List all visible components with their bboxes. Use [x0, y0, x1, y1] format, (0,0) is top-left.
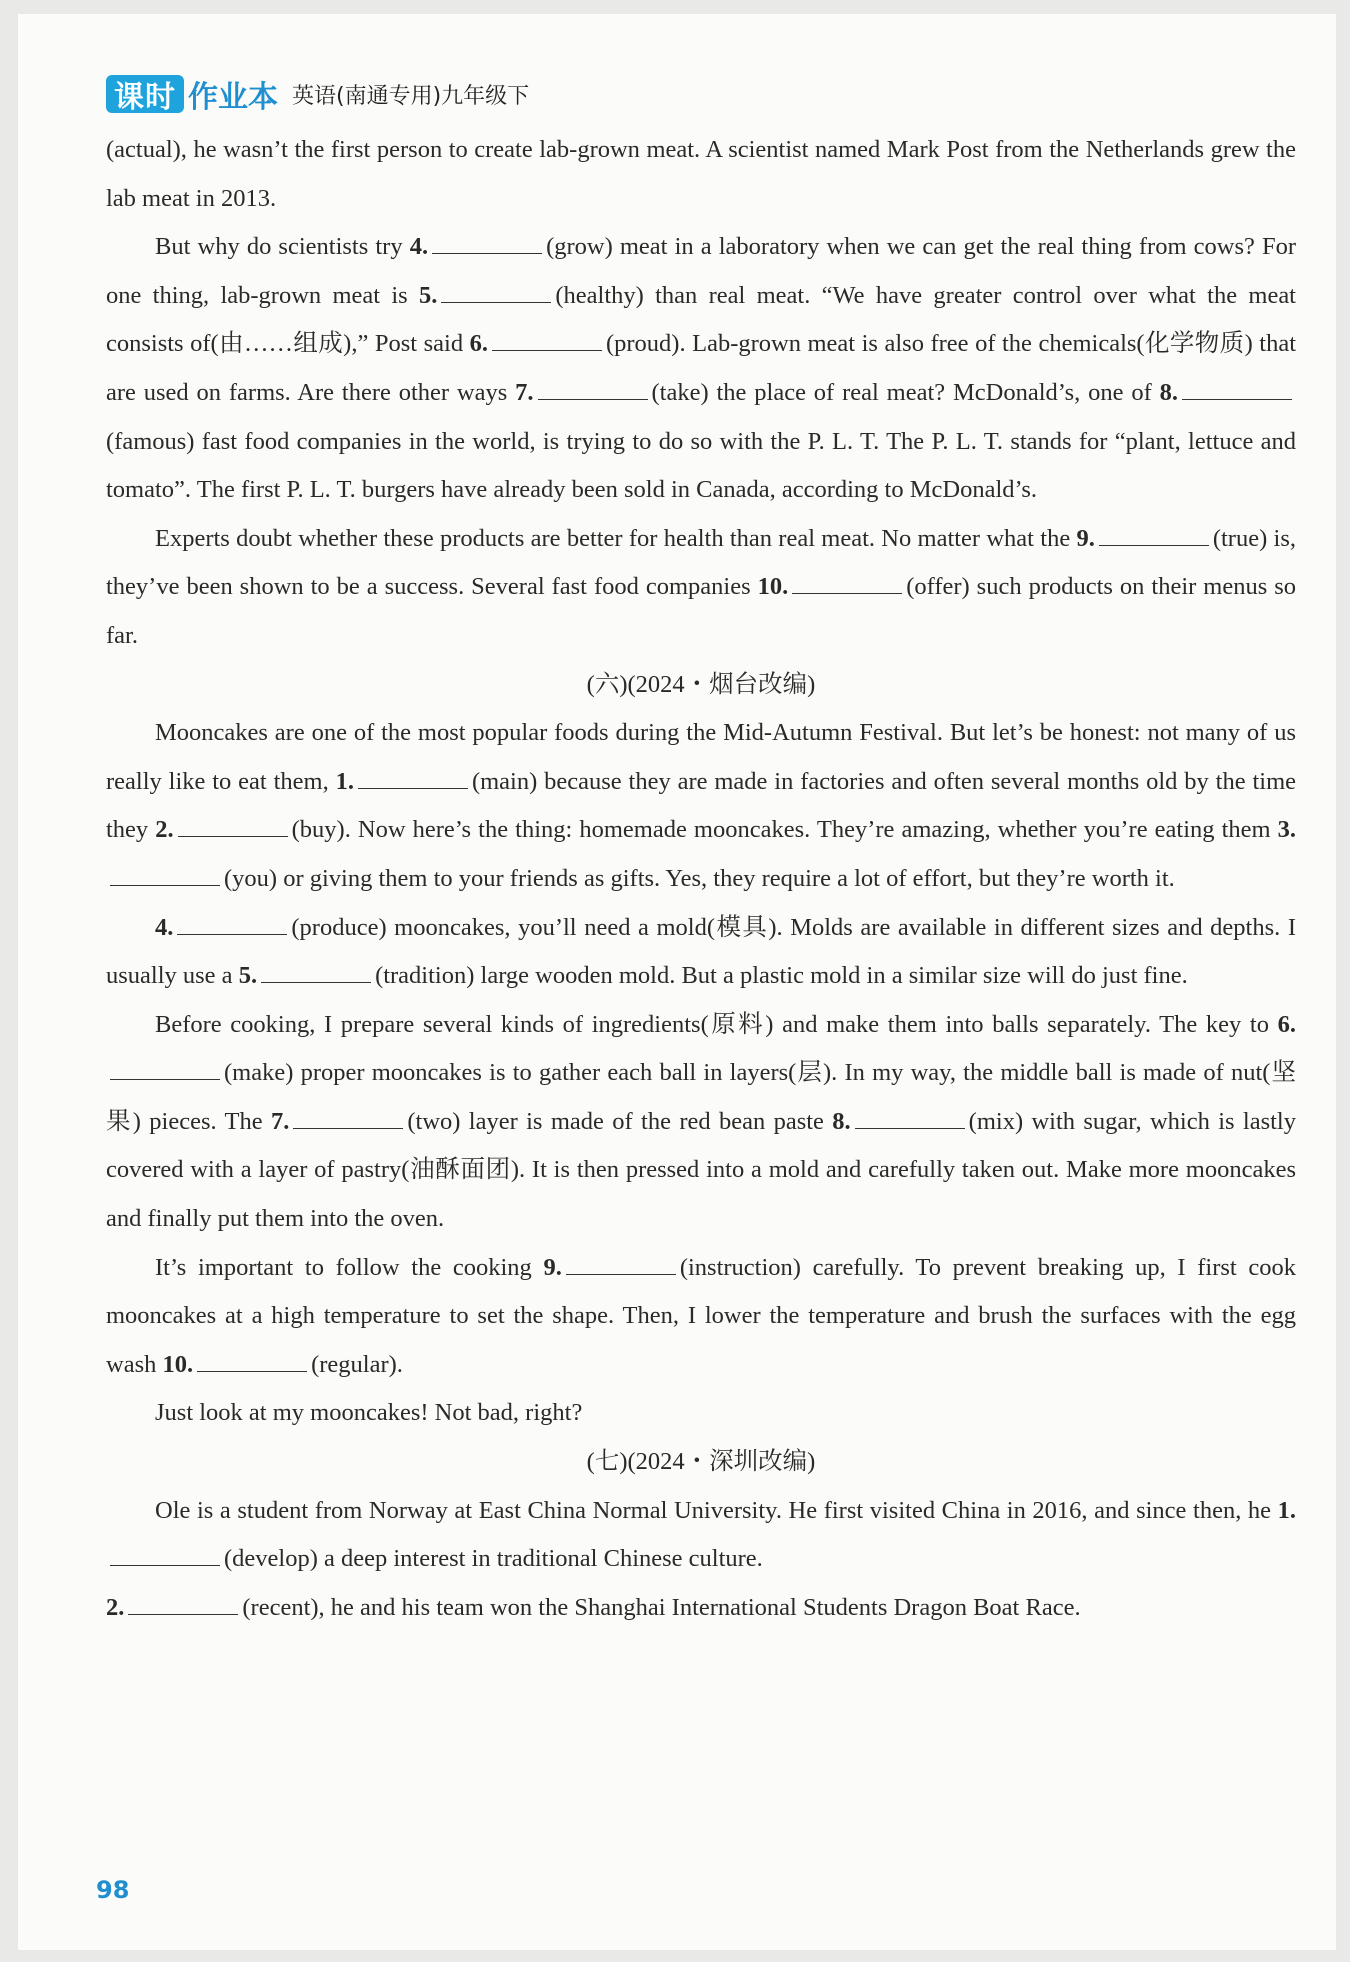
answer-blank[interactable]	[110, 865, 220, 886]
paragraph	[106, 1584, 1296, 1633]
question-number: 4.	[409, 233, 429, 261]
answer-blank[interactable]	[492, 330, 602, 351]
question-number: 8.	[832, 1107, 851, 1135]
text-run: (true) is, they’ve been shown to be a success. Several fast food companies	[106, 524, 1296, 601]
answer-blank[interactable]	[128, 1594, 238, 1615]
answer-blank[interactable]	[358, 768, 468, 789]
text-run: (mix) with sugar, which is lastly covered with a layer of pastry(油酥面团). It is then pressed into a mold and carefully taken out. Make more mooncakes and finally put them into the oven.	[106, 1107, 1296, 1233]
text-run: (instruction) carefully. To prevent breaking up, I first cook mooncakes at a high temperature to set the shape. Then, I lower the temperature and brush the surfaces with the egg wash	[106, 1253, 1296, 1378]
paragraph	[106, 1001, 1296, 1244]
text-run: (famous) fast food companies in the world, is trying to do so with the P. L. T. The P. L. T. stands for “plant, lettuce and tomato”. The first P. L. T. burgers have already been sold in Canada, according to McDonald’s.	[106, 427, 1296, 504]
paragraph	[106, 126, 1296, 223]
text-run: (take) the place of real meat? McDonald’s, one of	[651, 378, 1160, 406]
answer-blank[interactable]	[1099, 525, 1209, 546]
text-run: Before cooking, I prepare several kinds of ingredients(原料) and make them into balls separately. The key to	[155, 1010, 1278, 1038]
paragraph	[106, 515, 1296, 661]
paragraph	[106, 1244, 1296, 1390]
text-run: But why do scientists try	[155, 233, 410, 261]
text-run: (recent), he and his team won the Shanghai International Students Dragon Boat Race.	[242, 1593, 1081, 1621]
answer-blank[interactable]	[566, 1254, 676, 1275]
question-number: 8.	[1159, 378, 1178, 406]
page-header	[106, 70, 529, 118]
answer-blank[interactable]	[293, 1108, 403, 1129]
question-number: 7.	[515, 378, 534, 406]
question-number: 5.	[238, 962, 258, 990]
text-run: (healthy) than real meat. “We have greater control over what the meat consists of(由……组成),” Post said	[106, 281, 1296, 358]
answer-blank[interactable]	[178, 816, 288, 837]
page-number: 98	[96, 1876, 130, 1904]
question-number: 9.	[1076, 524, 1095, 552]
question-number: 2.	[155, 816, 174, 844]
question-number: 1.	[335, 767, 354, 795]
question-number: 9.	[543, 1253, 562, 1281]
answer-blank[interactable]	[261, 962, 371, 983]
answer-blank[interactable]	[792, 573, 902, 594]
book-subject: 英语(南通专用)九年级下	[292, 83, 530, 109]
text-run: (make) proper mooncakes is to gather each ball in layers(层). In my way, the middle ball is made of nut(坚果) pieces. The	[106, 1059, 1296, 1135]
text-run: Mooncakes are one of the most popular foods during the Mid-Autumn Festival. But let’s be honest: not many of us really like to eat them,	[106, 719, 1296, 795]
answer-blank[interactable]	[110, 1059, 220, 1080]
text-run: (七)(2024・深圳改编)	[586, 1448, 816, 1476]
text-run: (proud). Lab-grown meat is also free of the chemicals(化学物质) that are used on farms. Are there other ways	[106, 330, 1296, 406]
page	[18, 14, 1336, 1950]
brand-logo: 课时	[106, 75, 184, 113]
paragraph	[106, 223, 1296, 515]
answer-blank[interactable]	[855, 1108, 965, 1129]
brand-logo-tail: 作业本	[188, 80, 278, 115]
answer-blank[interactable]	[538, 379, 648, 400]
text-run: Ole is a student from Norway at East China Normal University. He first visited China in 2016, and since then, he	[155, 1496, 1278, 1524]
paragraph	[106, 709, 1296, 903]
question-number: 6.	[469, 330, 488, 358]
text-run: (grow) meat in a laboratory when we can get the real thing from cows? For one thing, lab-grown meat is	[106, 233, 1296, 309]
paragraph	[106, 1487, 1296, 1584]
answer-blank[interactable]	[177, 914, 287, 935]
text-run: It’s important to follow the cooking	[155, 1253, 544, 1281]
text-run: (develop) a deep interest in traditional Chinese culture.	[224, 1545, 763, 1573]
question-number: 2.	[106, 1593, 125, 1621]
answer-blank[interactable]	[432, 233, 542, 254]
text-run: (produce) mooncakes, you’ll need a mold(模具). Molds are available in different sizes and depths. I usually use a	[106, 913, 1296, 990]
question-number: 6.	[1277, 1010, 1296, 1038]
answer-blank[interactable]	[441, 282, 551, 303]
text-run: (you) or giving them to your friends as gifts. Yes, they require a lot of effort, but they’re worth it.	[224, 864, 1175, 892]
text-run: (tradition) large wooden mold. But a plastic mold in a similar size will do just fine.	[375, 962, 1188, 990]
section-heading	[106, 1438, 1296, 1487]
answer-blank[interactable]	[1182, 379, 1292, 400]
question-number: 10.	[162, 1350, 194, 1378]
text-run: (actual), he wasn’t the first person to create lab-grown meat. A scientist named Mark Post from the Netherlands grew the lab meat in 2013.	[106, 136, 1296, 212]
answer-blank[interactable]	[110, 1545, 220, 1566]
question-number: 7.	[270, 1107, 290, 1135]
paragraph	[106, 904, 1296, 1001]
question-number: 5.	[419, 281, 438, 309]
text-run: (main) because they are made in factories and often several months old by the time they	[106, 767, 1296, 844]
question-number: 10.	[757, 573, 789, 601]
text-run: (六)(2024・烟台改编)	[586, 670, 816, 698]
text-run: (offer) such products on their menus so far.	[106, 573, 1296, 649]
text-run: (buy). Now here’s the thing: homemade mooncakes. They’re amazing, whether you’re eating them	[291, 816, 1278, 844]
question-number: 4.	[155, 913, 174, 941]
question-number: 1.	[1277, 1496, 1296, 1524]
question-number: 3.	[1277, 816, 1296, 844]
paragraph	[106, 1389, 1296, 1438]
text-run: (two) layer is made of the red bean paste	[407, 1107, 833, 1135]
text-run: Experts doubt whether these products are better for health than real meat. No matter what the	[155, 524, 1077, 552]
exercise-text	[106, 126, 1296, 1632]
text-run: Just look at my mooncakes! Not bad, right?	[155, 1399, 583, 1427]
section-heading	[106, 661, 1296, 710]
answer-blank[interactable]	[197, 1351, 307, 1372]
text-run: (regular).	[311, 1350, 403, 1378]
